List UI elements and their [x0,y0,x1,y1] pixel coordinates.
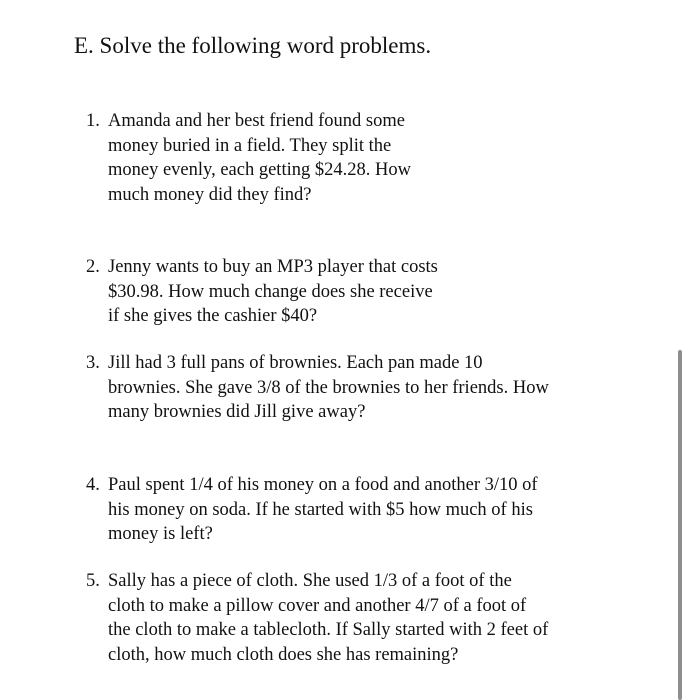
vertical-scrollbar[interactable] [678,350,682,700]
problem-number: 2. [86,257,100,277]
problem-text-line: Sally has a piece of cloth. She used 1/3 of a foot of the [108,571,512,591]
problem-text-line: money buried in a field. They split the [108,135,392,156]
problem-text-line: cloth to make a pillow cover and another 4/7 of a foot of [108,595,527,616]
problem-text-line: money evenly, each getting $24.28. How [108,160,411,180]
problem-text-line: Jill had 3 full pans of brownies. Each pan made 10 [108,353,483,373]
word-problem-4 [86,473,538,547]
problem-text-line: $30.98. How much change does she receive [108,281,433,302]
problem-text-line: cloth, how much cloth does she has remaining? [108,644,459,665]
problem-text-line: much money did they find? [108,184,312,205]
problem-text-line: the cloth to make a tablecloth. If Sally started with 2 feet of [108,620,549,640]
problem-number: 3. [86,353,100,373]
problem-text-line: Paul spent 1/4 of his money on a food and another 3/10 of [108,475,538,495]
problem-number: 5. [86,571,100,591]
problem-text-line: his money on soda. If he started with $5 how much of his [108,499,533,520]
problem-text-line: money is left? [108,524,213,544]
problem-number: 4. [86,475,100,495]
problem-text-line: if she gives the cashier $40? [108,306,318,326]
problem-number: 1. [86,111,100,131]
problem-text-line: many brownies did Jill give away? [108,402,366,422]
word-problem-5 [86,569,548,667]
problem-text-line: Amanda and her best friend found some [108,111,405,131]
problem-text-line: brownies. She gave 3/8 of the brownies to her friends. How [108,377,549,398]
word-problem-1 [86,109,411,207]
section-heading: E. Solve the following word problems. [74,33,432,58]
word-problem-2 [86,255,438,329]
word-problem-3 [86,351,549,425]
problem-text-line: Jenny wants to buy an MP3 player that costs [108,257,438,277]
